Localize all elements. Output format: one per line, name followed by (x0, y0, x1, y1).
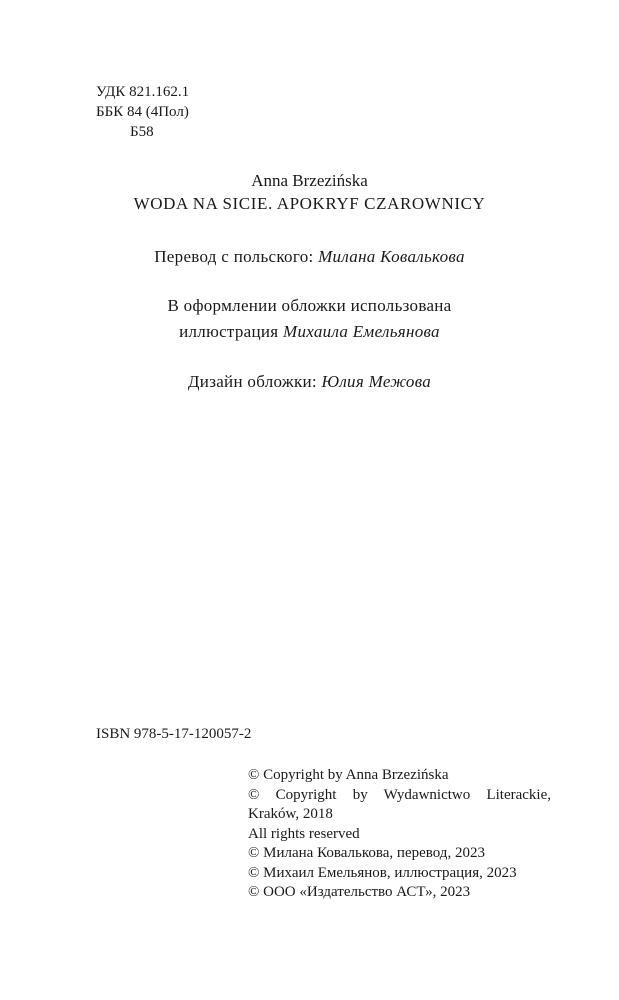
cover-illustration-line2 (0, 319, 619, 345)
cover-illustration-line1: В оформлении обложки использована (167, 296, 452, 315)
illustration-label: иллюстрация (179, 322, 279, 341)
copyright-line: © Михаил Емельянов, иллюстрация, 2023 (248, 864, 517, 881)
library-classification (96, 82, 189, 142)
bbk-code: ББК 84 (4Пол) (96, 104, 189, 120)
copyright-line: © ООО «Издательство АСТ», 2023 (248, 884, 471, 900)
translator-name: Милана Ковалькова (318, 247, 465, 266)
original-author: Anna Brzezińska (251, 171, 368, 190)
illustrator-name: Михаила Емельянова (283, 322, 440, 341)
cover-design-label: Дизайн обложки: (187, 372, 317, 391)
original-title: WODA NA SICIE. APOKRYF CZAROWNICY (133, 194, 486, 213)
copyright-notices (248, 766, 558, 903)
author-mark: Б58 (130, 124, 154, 140)
translator-label: Перевод с польского: (154, 247, 314, 266)
copyright-line: © Милана Ковалькова, перевод, 2023 (248, 845, 485, 861)
copyright-line: All rights reserved (248, 825, 360, 842)
designer-name: Юлия Межова (321, 372, 432, 391)
translator-credit (0, 244, 619, 270)
cover-illustration-credit (0, 293, 619, 345)
cover-design-credit (0, 369, 619, 395)
copyright-line: © Copyright by Wydawnictwo Literackie, (248, 786, 551, 803)
copyright-line: Kraków, 2018 (248, 806, 333, 822)
udk-code: УДК 821.162.1 (96, 84, 190, 100)
isbn-number: ISBN 978-5-17-120057-2 (96, 726, 252, 742)
copyright-line: © Copyright by Anna Brzezińska (248, 767, 449, 783)
